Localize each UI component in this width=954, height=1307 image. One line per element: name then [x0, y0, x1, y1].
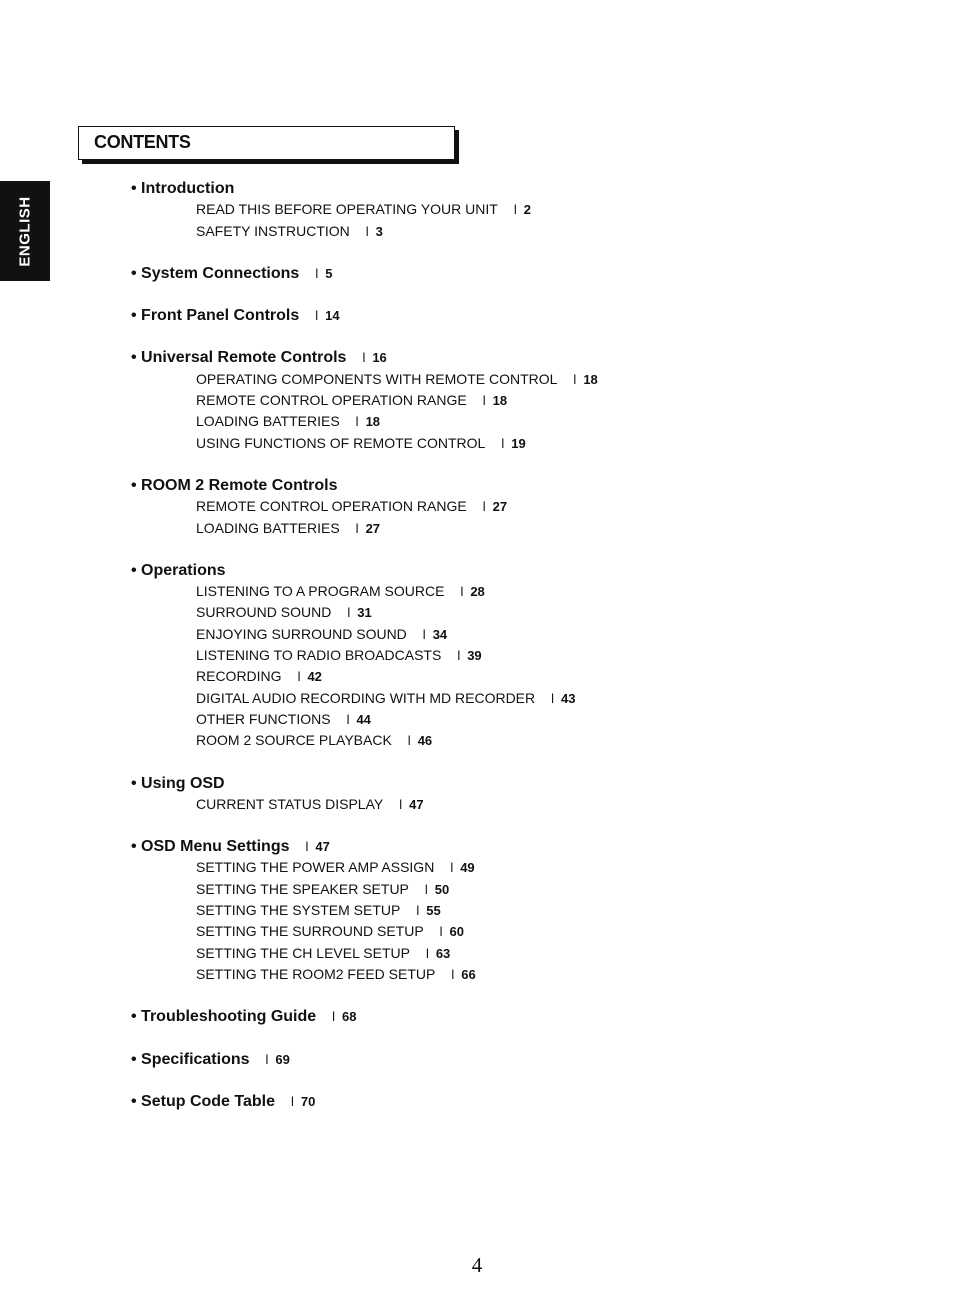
page-reference-number: 31 — [357, 605, 372, 621]
page-reference — [457, 648, 481, 663]
separator-mark: l — [305, 839, 309, 855]
page-reference — [573, 372, 597, 387]
toc-entry-title: SAFETY INSTRUCTION — [196, 222, 350, 239]
separator-mark: l — [482, 499, 486, 515]
toc-entry — [131, 624, 891, 645]
page-reference-number: 69 — [275, 1051, 290, 1067]
page-reference-number: 18 — [492, 393, 508, 409]
page-reference-number: 60 — [449, 924, 465, 940]
page-reference — [426, 946, 450, 961]
separator-mark: l — [425, 945, 429, 961]
table-of-contents — [131, 178, 891, 1133]
toc-section — [131, 773, 891, 816]
page-reference — [483, 393, 507, 408]
page-reference — [356, 414, 380, 429]
toc-entry-title: USING FUNCTIONS OF REMOTE CONTROL — [196, 434, 486, 451]
toc-entry-title: LISTENING TO RADIO BROADCASTS — [196, 647, 442, 664]
page-reference — [356, 521, 380, 536]
toc-entry — [131, 199, 891, 220]
page-reference — [266, 1052, 290, 1067]
toc-section-heading — [131, 347, 891, 368]
toc-section-title: • Setup Code Table — [131, 1092, 275, 1110]
page-reference-number: 39 — [467, 648, 482, 664]
toc-entry — [131, 879, 891, 900]
page-reference-number: 34 — [432, 626, 448, 642]
page-reference-number: 66 — [461, 966, 476, 982]
page-reference — [408, 733, 432, 748]
page-reference-number: 43 — [561, 690, 576, 706]
toc-entry — [131, 518, 891, 539]
toc-entry — [131, 730, 891, 751]
toc-entry — [131, 857, 891, 878]
separator-mark: l — [457, 648, 461, 664]
toc-entry-title: OTHER FUNCTIONS — [196, 710, 331, 727]
toc-entry-title: SETTING THE ROOM2 FEED SETUP — [196, 965, 436, 982]
separator-mark: l — [407, 733, 411, 749]
page-reference — [551, 691, 575, 706]
toc-section — [131, 836, 891, 985]
toc-entry — [131, 411, 891, 432]
separator-mark: l — [450, 860, 454, 876]
toc-entry-title: REMOTE CONTROL OPERATION RANGE — [196, 392, 467, 409]
page-reference — [366, 224, 383, 239]
toc-entry — [131, 221, 891, 242]
separator-mark: l — [355, 520, 359, 536]
toc-section-heading — [131, 1049, 891, 1070]
page-reference — [298, 669, 322, 684]
toc-section-heading — [131, 1091, 891, 1112]
toc-entry-title: OPERATING COMPONENTS WITH REMOTE CONTROL — [196, 370, 558, 387]
page-reference — [423, 627, 447, 642]
toc-entry — [131, 943, 891, 964]
separator-mark: l — [332, 1009, 336, 1025]
toc-entry — [131, 964, 891, 985]
toc-entry — [131, 666, 891, 687]
separator-mark: l — [265, 1051, 269, 1067]
page-reference-number: 18 — [583, 371, 598, 387]
toc-section-title: • ROOM 2 Remote Controls — [131, 476, 338, 494]
toc-section-title: • OSD Menu Settings — [131, 838, 290, 856]
page-reference-number: 47 — [315, 839, 330, 855]
toc-section-heading — [131, 836, 891, 857]
page-reference-number: 46 — [417, 733, 433, 749]
page-reference — [306, 839, 330, 854]
toc-entry-title: ROOM 2 SOURCE PLAYBACK — [196, 732, 392, 749]
page-reference — [501, 436, 525, 451]
page-reference — [399, 797, 423, 812]
toc-entry-title: REMOTE CONTROL OPERATION RANGE — [196, 498, 467, 515]
page-reference-number: 27 — [365, 520, 381, 536]
separator-mark: l — [346, 711, 350, 727]
separator-mark: l — [460, 584, 464, 600]
toc-entry-title: SURROUND SOUND — [196, 604, 332, 621]
page-reference-number: 3 — [375, 223, 383, 239]
page-reference — [460, 584, 484, 599]
toc-entry-title: LISTENING TO A PROGRAM SOURCE — [196, 583, 445, 600]
toc-section-heading — [131, 1006, 891, 1027]
toc-entry-title: CURRENT STATUS DISPLAY — [196, 795, 384, 812]
page-reference-number: 49 — [460, 860, 475, 876]
page-reference-number: 16 — [372, 350, 387, 366]
separator-mark: l — [347, 605, 351, 621]
page-reference-number: 18 — [365, 414, 381, 430]
page-reference — [291, 1094, 315, 1109]
separator-mark: l — [551, 690, 555, 706]
toc-section — [131, 178, 891, 242]
page-reference-number: 28 — [470, 584, 485, 600]
toc-section-title: • Operations — [131, 561, 226, 579]
toc-section — [131, 305, 891, 326]
page-reference — [362, 350, 386, 365]
page-reference-number: 50 — [434, 881, 450, 897]
separator-mark: l — [501, 435, 505, 451]
toc-section-title: • Front Panel Controls — [131, 307, 300, 325]
page-reference — [450, 860, 474, 875]
separator-mark: l — [422, 626, 426, 642]
page-reference-number: 44 — [356, 711, 371, 727]
page-reference — [315, 308, 339, 323]
page-reference — [483, 499, 507, 514]
toc-section — [131, 1091, 891, 1112]
toc-section-title: • Troubleshooting Guide — [131, 1008, 317, 1026]
toc-entry-title: SETTING THE SYSTEM SETUP — [196, 902, 401, 919]
page-reference — [315, 266, 332, 281]
page-reference — [425, 882, 449, 897]
toc-entry-title: SETTING THE POWER AMP ASSIGN — [196, 859, 435, 876]
toc-entry — [131, 390, 891, 411]
page-number: 4 — [471, 1253, 483, 1277]
toc-entry — [131, 709, 891, 730]
toc-section — [131, 263, 891, 284]
toc-section-heading — [131, 263, 891, 284]
page-reference-number: 70 — [300, 1093, 316, 1109]
separator-mark: l — [399, 796, 403, 812]
toc-section-title: • Introduction — [131, 180, 235, 197]
toc-entry-title: SETTING THE SURROUND SETUP — [196, 923, 424, 940]
separator-mark: l — [513, 202, 517, 218]
page-reference-number: 27 — [492, 499, 508, 515]
contents-header-box — [78, 126, 455, 160]
toc-section-title: • Universal Remote Controls — [131, 349, 347, 367]
separator-mark: l — [439, 924, 443, 940]
toc-section-heading — [131, 178, 891, 199]
page-reference-number: 55 — [426, 903, 441, 919]
page-reference-number: 68 — [342, 1009, 357, 1025]
page-reference-number: 42 — [307, 669, 322, 685]
separator-mark: l — [365, 223, 369, 239]
page-reference-number: 2 — [523, 202, 531, 218]
page-reference — [514, 202, 531, 217]
separator-mark: l — [297, 669, 301, 685]
separator-mark: l — [416, 903, 420, 919]
page-reference-number: 5 — [325, 265, 333, 281]
toc-entry — [131, 369, 891, 390]
toc-entry — [131, 602, 891, 623]
toc-section — [131, 1049, 891, 1070]
page-reference-number: 19 — [511, 435, 526, 451]
page-reference — [451, 967, 475, 982]
toc-section — [131, 560, 891, 752]
toc-entry — [131, 645, 891, 666]
toc-entry — [131, 688, 891, 709]
toc-entry — [131, 581, 891, 602]
separator-mark: l — [482, 393, 486, 409]
language-tab — [0, 181, 50, 281]
page-reference — [347, 605, 371, 620]
separator-mark: l — [451, 966, 455, 982]
toc-entry — [131, 900, 891, 921]
toc-section — [131, 475, 891, 539]
toc-section-title: • System Connections — [131, 264, 300, 282]
separator-mark: l — [573, 371, 577, 387]
toc-section-heading — [131, 475, 891, 496]
toc-section-title: • Specifications — [131, 1050, 250, 1068]
toc-entry-title: DIGITAL AUDIO RECORDING WITH MD RECORDER — [196, 689, 536, 706]
separator-mark: l — [424, 881, 428, 897]
toc-entry-title: READ THIS BEFORE OPERATING YOUR UNIT — [196, 201, 498, 218]
page-reference-number: 47 — [409, 796, 424, 812]
toc-entry-title: RECORDING — [196, 668, 282, 685]
toc-entry-title: LOADING BATTERIES — [196, 413, 340, 430]
toc-section — [131, 347, 891, 453]
toc-section-heading — [131, 560, 891, 581]
page-title: CONTENTS — [94, 132, 191, 152]
separator-mark: l — [290, 1093, 294, 1109]
toc-section-title: • Using OSD — [131, 774, 225, 792]
page-reference-number: 14 — [325, 308, 340, 324]
toc-entry-title: ENJOYING SURROUND SOUND — [196, 625, 407, 642]
separator-mark: l — [362, 350, 366, 366]
toc-entry-title: LOADING BATTERIES — [196, 519, 340, 536]
toc-entry-title: SETTING THE SPEAKER SETUP — [196, 880, 409, 897]
toc-entry — [131, 794, 891, 815]
toc-entry — [131, 433, 891, 454]
toc-entry — [131, 921, 891, 942]
toc-section — [131, 1006, 891, 1027]
toc-section-heading — [131, 773, 891, 794]
page-reference — [416, 903, 440, 918]
language-tab-label: ENGLISH — [16, 195, 34, 267]
separator-mark: l — [355, 414, 359, 430]
page-reference — [332, 1009, 356, 1024]
toc-entry-title: SETTING THE CH LEVEL SETUP — [196, 944, 410, 961]
page-reference-number: 63 — [435, 945, 451, 961]
separator-mark: l — [315, 308, 319, 324]
toc-entry — [131, 496, 891, 517]
separator-mark: l — [315, 265, 319, 281]
page-reference — [347, 712, 371, 727]
page-reference — [440, 924, 464, 939]
toc-section-heading — [131, 305, 891, 326]
